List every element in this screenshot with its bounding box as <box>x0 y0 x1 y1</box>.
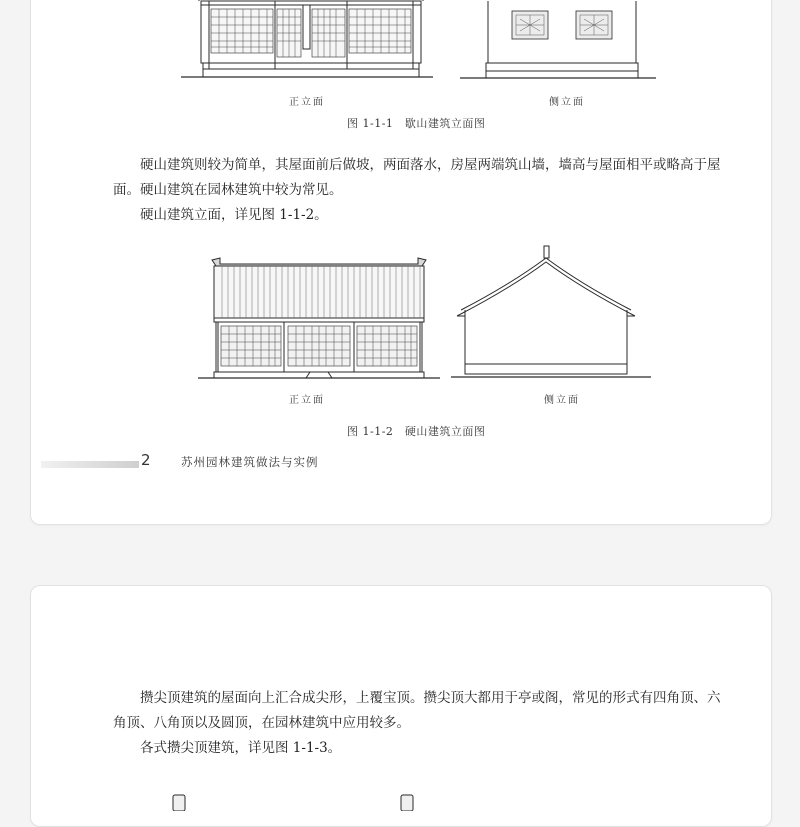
page-number: 2 <box>141 451 151 469</box>
yingshan-front-elevation-drawing <box>196 254 441 394</box>
figure2-front-label: 正立面 <box>289 395 325 406</box>
xieshan-side-elevation-drawing <box>456 0 661 84</box>
yingshan-side-elevation-drawing <box>451 244 651 394</box>
paragraph-cuanjian-description: 攒尖顶建筑的屋面向上汇合成尖形，上覆宝顶。攒尖顶大都用于亭或阁，常见的形式有四角顶、六角顶、八角顶以及圆顶，在园林建筑中应用较多。 <box>113 690 721 731</box>
figure2-caption: 图 1-1-2 硬山建筑立面图 <box>347 425 486 438</box>
paragraph-yingshan-reference: 硬山建筑立面，详见图 1-1-2。 <box>140 207 328 223</box>
paragraph-cuanjian-reference: 各式攒尖顶建筑，详见图 1-1-3。 <box>140 740 342 756</box>
paragraph-yingshan-description: 硬山建筑则较为简单，其屋面前后做坡，两面落水，房屋两端筑山墙，墙高与屋面相平或略高于屋面。硬山建筑在园林建筑中较为常见。 <box>113 157 721 198</box>
figure1-caption: 图 1-1-1 歇山建筑立面图 <box>347 117 486 130</box>
footer-decorative-bar <box>41 461 139 468</box>
figure1-front-label: 正立面 <box>289 97 325 108</box>
figure1-side-label: 侧立面 <box>549 97 585 108</box>
cuanjian-figure-finials-cropped <box>161 791 461 811</box>
book-page-1 <box>30 0 772 525</box>
book-page-2 <box>30 585 772 827</box>
xieshan-front-elevation-drawing <box>171 0 441 84</box>
figure2-side-label: 侧立面 <box>544 395 580 406</box>
book-title: 苏州园林建筑做法与实例 <box>181 455 319 469</box>
